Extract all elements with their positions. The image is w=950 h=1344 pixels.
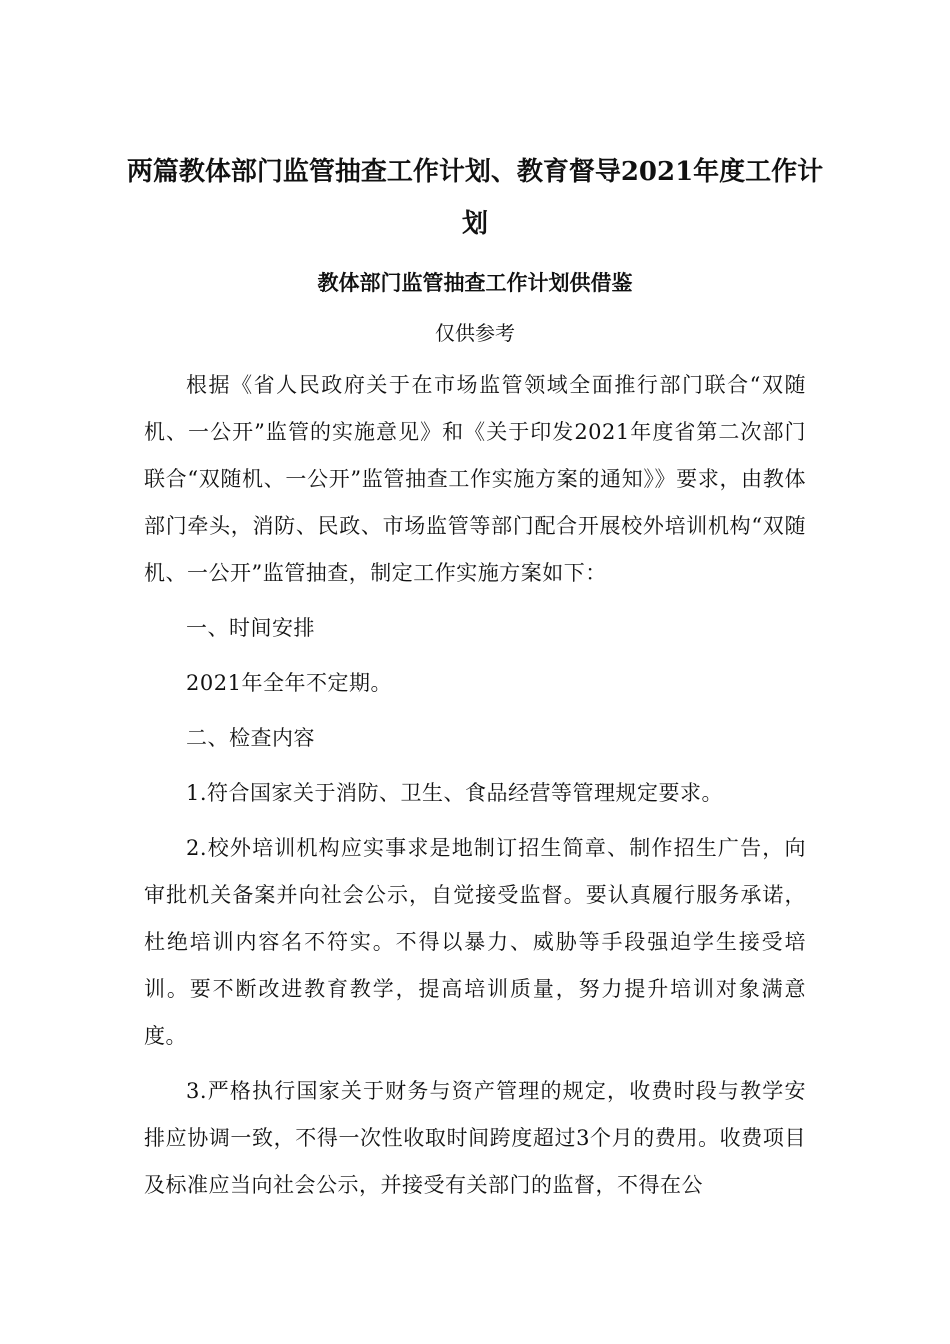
document-body [144,362,806,1209]
paragraph-intro: 根据《省人民政府关于在市场监管领域全面推行部门联合“双随机、一公开”监管的实施意见》和《关于印发2021年度省第二次部门联合“双随机、一公开”监管抽查工作实施方案的通知》》要求，由教体部门牵头，消防、民政、市场监管等部门配合开展校外培训机构“双随机、一公开”监管抽查，制定工作实施方案如下： [144,373,806,585]
document-title: 两篇教体部门监管抽查工作计划、教育督导2021年度工作计划 [126,157,824,239]
reference-note: 仅供参考 [435,321,515,345]
paragraph-schedule: 2021年全年不定期。 [186,671,392,695]
paragraph-item-1: 1.符合国家关于消防、卫生、食品经营等管理规定要求。 [186,781,724,805]
section-heading-schedule: 一、时间安排 [186,616,315,640]
paragraph-item-2: 2.校外培训机构应实事求是地制订招生简章、制作招生广告，向审批机关备案并向社会公示，自觉接受监督。要认真履行服务承诺，杜绝培训内容名不符实。不得以暴力、威胁等手段强迫学生接受培训。要不断改进教育教学，提高培训质量，努力提升培训对象满意度。 [144,836,806,1048]
document-subtitle: 教体部门监管抽查工作计划供借鉴 [317,270,633,295]
section-heading-content: 二、检查内容 [186,726,315,750]
paragraph-item-3: 3.严格执行国家关于财务与资产管理的规定，收费时段与教学安排应协调一致，不得一次性收取时间跨度超过3个月的费用。收费项目及标准应当向社会公示，并接受有关部门的监督，不得在公 [144,1079,806,1197]
